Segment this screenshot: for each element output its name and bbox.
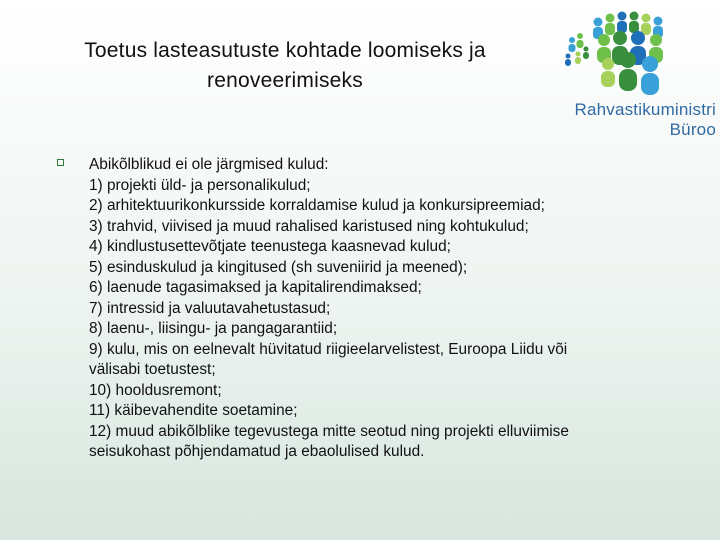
list-line: 1) projekti üld- ja personalikulud; xyxy=(89,176,311,194)
list-line: 5) esinduskulud ja kingitused (sh suveniirid ja meened); xyxy=(89,258,468,276)
square-bullet-icon xyxy=(57,159,64,166)
list-line: 3) trahvid, viivised ja muud rahalised karistused ning kohtukulud; xyxy=(89,217,529,235)
slide-title-line-1: Toetus lasteasutuste kohtade loomiseks ja xyxy=(84,39,486,62)
list-heading: Abikõlblikud ei ole järgmised kulud: xyxy=(89,156,329,173)
slide-title-line-2: renoveerimiseks xyxy=(207,69,363,92)
list-line: seisukohast põhjendamatud ja ebaolulised kulud. xyxy=(89,443,425,460)
list-line: 4) kindlustusettevõtjate teenustega kaasnevad kulud; xyxy=(89,238,451,255)
list-line: 12) muud abikõlblike tegevustega mitte seotud ning projekti elluviimise xyxy=(89,422,569,440)
people-group-icon xyxy=(558,8,708,98)
list-line: 8) laenu-, liisingu- ja pangagarantiid; xyxy=(89,320,338,337)
list-line: 2) arhitektuurikonkursside korraldamise kulud ja konkursipreemiad; xyxy=(89,197,545,214)
list-line: välisabi toetustest; xyxy=(89,361,216,378)
list-line: 7) intressid ja valuutavahetustasud; xyxy=(89,299,331,317)
list-item xyxy=(60,155,680,463)
logo xyxy=(528,8,718,139)
slide-title xyxy=(20,36,550,96)
brand-name: Rahvastikuministri Büroo xyxy=(574,100,716,139)
list-line: 10) hooldusremont; xyxy=(89,381,222,399)
list-item-text xyxy=(89,155,680,463)
bullet-list xyxy=(60,155,680,463)
list-line: 6) laenude tagasimaksed ja kapitalirendimaksed; xyxy=(89,279,422,296)
list-line: 11) käibevahendite soetamine; xyxy=(89,402,298,419)
list-line: 9) kulu, mis on eelnevalt hüvitatud riigieelarvelistest, Euroopa Liidu või xyxy=(89,340,568,358)
